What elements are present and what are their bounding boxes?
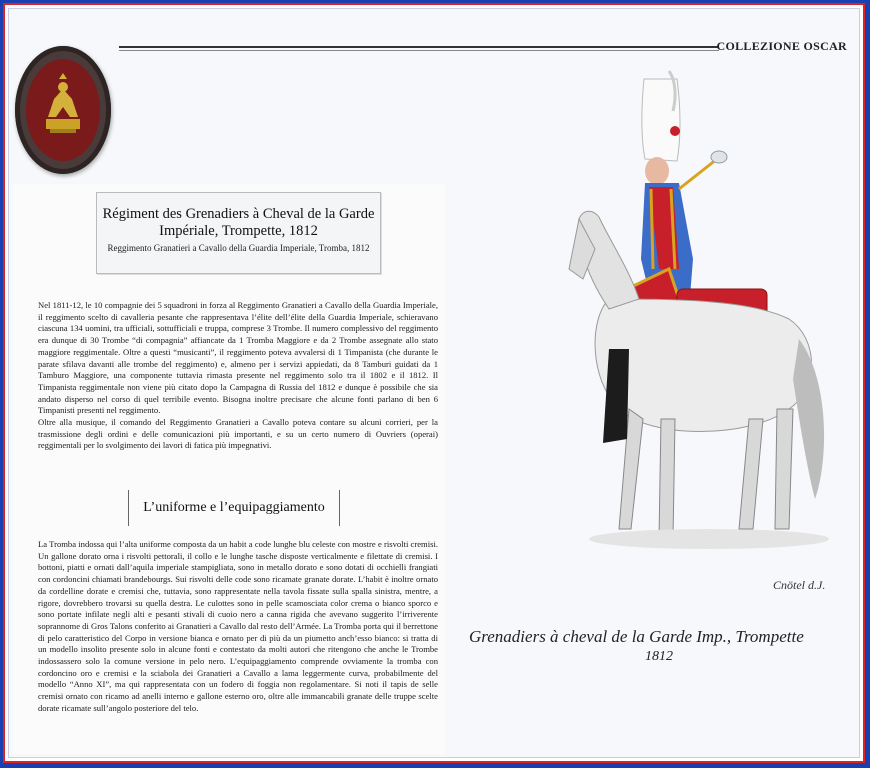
- uniform-paragraph: La Tromba indossa qui l’alta uniforme composta da un habit a code lunghe blu celeste con mostre e risvolti cremisi. Un gallone dorato orna i risvolti pettorali, il collo e le lunghe tasche disposte verticalmente e filettate di cremisi. I bottoni, piatti e ornati dall’aquila imperiale stampigliata, sono in metallo dorato e sono dotati di occhielli frangiati con cordoncini chiamati brandebourgs. Sui risvolti delle code sono ricamate granate dorate. L’habit è inoltre ornato da cordelline dorate e cremisi che, tuttavia, sono rappresentate nella tavola fissate sulla spalla sinistra, mentre, a rigore, dovrebbero trovarsi su quella destra. Le culottes sono in pelle scamosciata color crema o bianco sporco e sono portate infilate negli alti e pesanti stivali di cuoio nero a canna rigida che avevano suggerito l’irriverente soprannome di Gros Talons conferito ai Granatieri a Cavallo dal resto dell’Armée. La Tromba porta qui il berrettone di pelo caratteristico del Corpo in versione bianca e ornato per di più da un piumetto anch’esso bianco: si tratta di un modello insolito presente solo in alcune fonti e contestato da molti autori che ritengono che anche le Trombe indossassero solo la comune versione in pelo nero. L’equipaggiamento comprende ovviamente la tromba con cordoncino oro e cremisi e la sciabola dei Granatieri a Cavallo a lama leggermente curva, probabilmente del modello “Anno XI”, ma qui rappresentata con un fodero di foggia non regolamentare. Si noti il tapis de selle cremisi ornato con ricamo ad anelli interno e gallone esterno oro, oltre alle immancabili granate delle truppe scelte dorate ricamate sull’angolo posteriore del telo.: [38, 539, 438, 713]
- title-box: [96, 192, 381, 274]
- title-line-2: Impériale, Trompette, 1812: [159, 223, 318, 239]
- eagle-medallion: [15, 46, 111, 174]
- section-heading: L’uniforme e l’equipaggiamento: [128, 490, 340, 526]
- intro-section: [38, 300, 438, 452]
- illustration-caption: [469, 627, 849, 665]
- caption-line-2: 1812: [645, 649, 673, 664]
- subtitle: Reggimento Granatieri a Cavallo della Guardia Imperiale, Tromba, 1812: [107, 243, 370, 253]
- page-title: [97, 206, 380, 240]
- page: [8, 8, 860, 758]
- header-rule: [119, 46, 719, 48]
- trumpeter-illustration: [549, 59, 829, 619]
- intro-paragraph: Nel 1811-12, le 10 compagnie dei 5 squadroni in forza al Reggimento Granatieri a Cavallo della Guardia Imperiale, il reggimento scelto di cavalleria pesante che rappresentava l’élite dell’élite della Guardia Imperiale, schieravano ciascuna 134 uomini, tra ufficiali, sottufficiali e truppa, comprese 3 Trombe. Il numero complessivo del reggimento era dunque di 30 Trombe “di compagnia” affiancate da 1 Tromba Maggiore e da 2 Trombe assegnate allo stato maggiore reggimentale. Oltre a questi “musicanti”, il reggimento poteva avvalersi di 1 Timpanista (che durante le parate sfilava davanti alle trombe del reggimento) e, almeno per i servizi appiedati, da 8 Tamburi guidati da 1 Tamburo Maggiore, una componente tuttavia rimasta presente nel reggimento solo tra il 1802 e il 1812. Il Timpanista reggimentale non viene più citato dopo la Campagna di Russia del 1812 e dunque è possibile che sia andato disperso nel corso di quel terribile evento. Bisogna inoltre precisare che alcune fonti parlano di ben 6 Timpanisti presenti nel reggimento.: [38, 300, 438, 416]
- text-panel: [13, 184, 445, 754]
- caption-line-1: Grenadiers à cheval de la Garde Imp., Trompette: [469, 627, 804, 646]
- title-line-1: Régiment des Grenadiers à Cheval de la Garde: [102, 206, 375, 222]
- collection-label: COLLEZIONE OSCAR: [716, 39, 847, 53]
- header-rule-thin: [119, 50, 719, 51]
- imperial-eagle-icon: [26, 59, 100, 161]
- artist-signature: Cnötel d.J.: [773, 578, 826, 592]
- musique-paragraph: Oltre alla musique, il comando del Reggimento Granatieri a Cavallo poteva contare su alcuni corrieri, per la trasmissione degli ordini e delle comunicazioni più importanti, e su un certo numero di Ouvriers (operai) reggimentali per lo svolgimento dei lavori di fatica più impegnativi.: [38, 417, 438, 451]
